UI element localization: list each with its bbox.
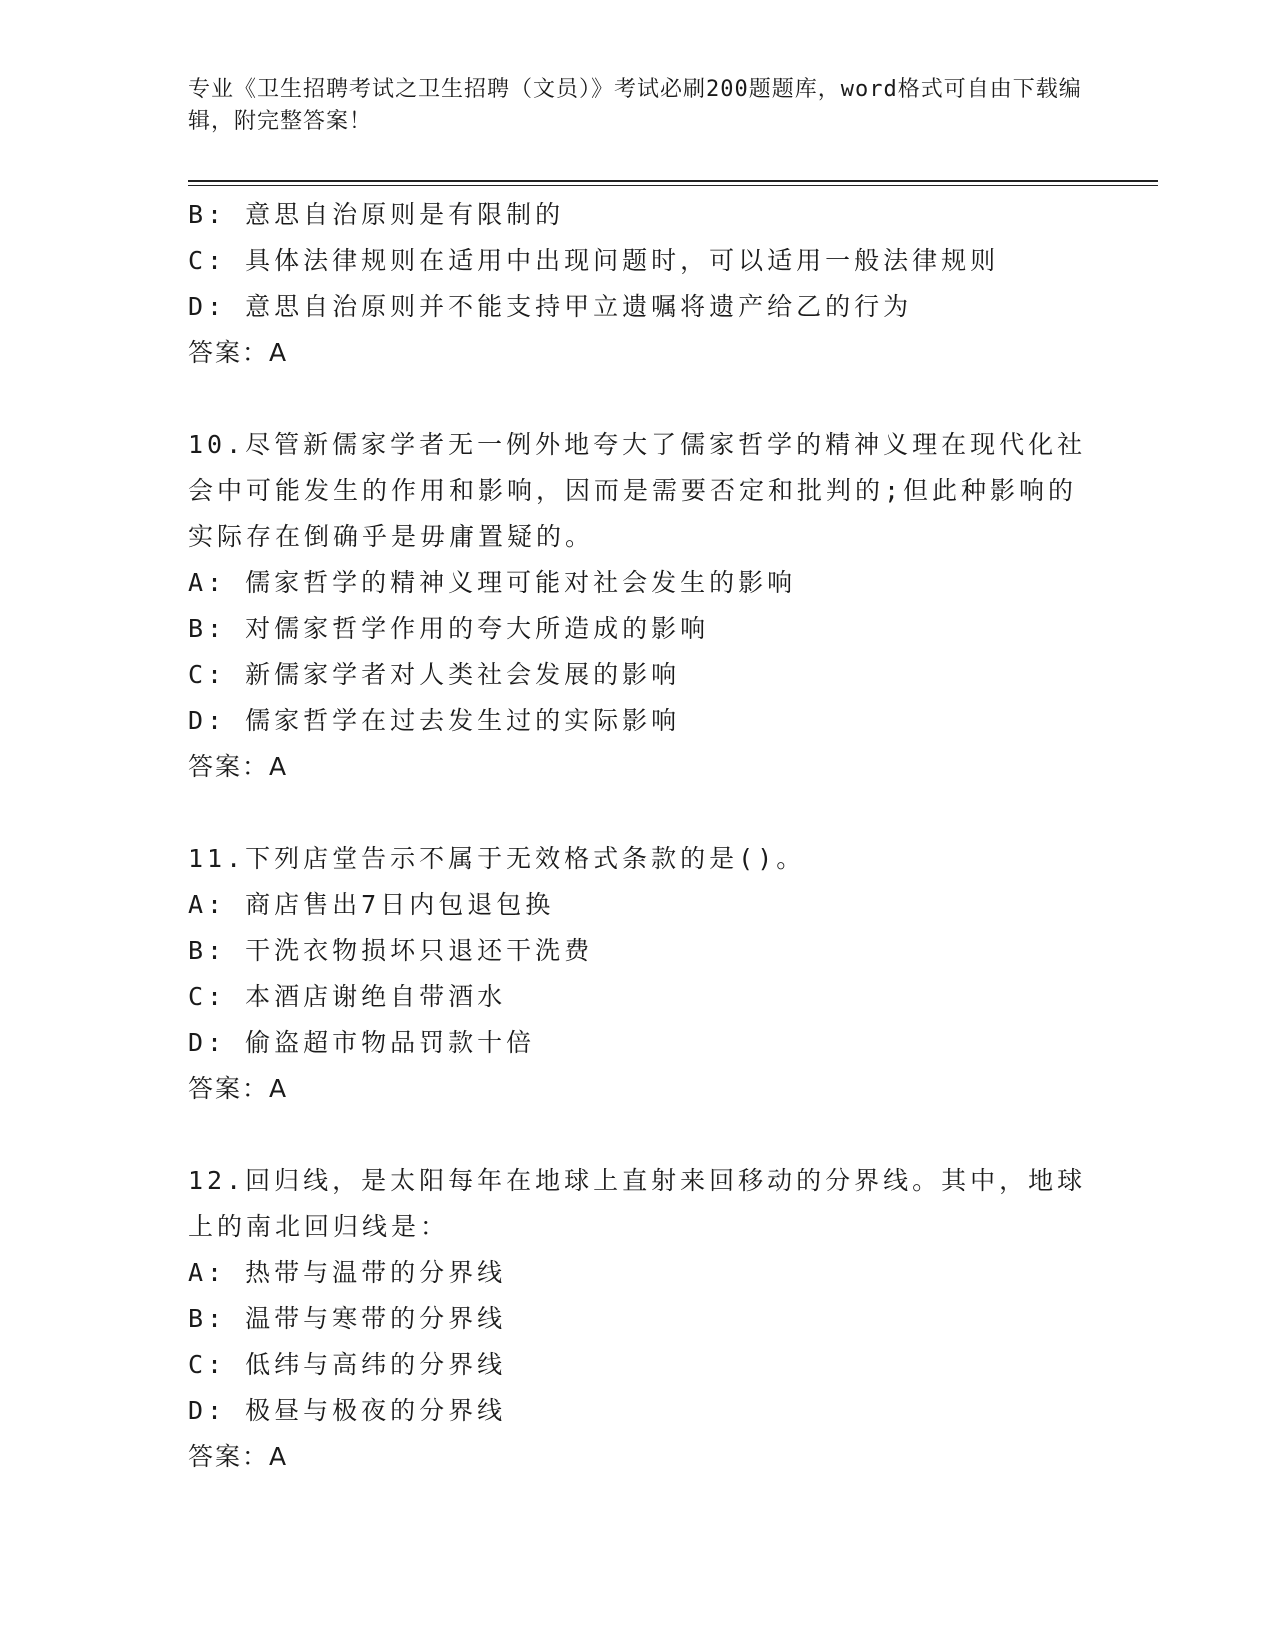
option-d: D: 意思自治原则并不能支持甲立遗嘱将遗产给乙的行为 (188, 292, 913, 321)
question-block-12 (188, 1158, 1088, 1480)
spacer (188, 790, 1088, 836)
option-b: B: 意思自治原则是有限制的 (188, 200, 565, 229)
question-text: 11.下列店堂告示不属于无效格式条款的是()。 (188, 844, 806, 873)
question-text: 12.回归线，是太阳每年在地球上直射来回移动的分界线。其中，地球上的南北回归线是： (188, 1166, 1087, 1241)
question-block-10 (188, 422, 1088, 790)
option-a: A: 热带与温带的分界线 (188, 1258, 507, 1287)
option-d: D: 偷盗超市物品罚款十倍 (188, 1028, 536, 1057)
option-c: C: 本酒店谢绝自带酒水 (188, 982, 507, 1011)
option-d: D: 极昼与极夜的分界线 (188, 1396, 507, 1425)
question-text: 10.尽管新儒家学者无一例外地夸大了儒家哲学的精神义理在现代化社会中可能发生的作用和影响，因而是需要否定和批判的;但此种影响的实际存在倒确乎是毋庸置疑的。 (188, 430, 1087, 551)
answer-line: 答案：A (188, 338, 289, 367)
option-c: C: 具体法律规则在适用中出现问题时，可以适用一般法律规则 (188, 246, 1000, 275)
document-header: 专业《卫生招聘考试之卫生招聘（文员）》考试必刷200题题库，word格式可自由下载编辑，附完整答案！ (188, 77, 1082, 134)
answer-line: 答案：A (188, 1074, 289, 1103)
question-fragment (188, 192, 1088, 376)
option-b: B: 温带与寒带的分界线 (188, 1304, 507, 1333)
answer-line: 答案：A (188, 1442, 289, 1471)
option-b: B: 对儒家哲学作用的夸大所造成的影响 (188, 614, 710, 643)
answer-line: 答案：A (188, 752, 289, 781)
option-a: A: 商店售出7日内包退包换 (188, 890, 555, 919)
spacer (188, 1112, 1088, 1158)
spacer (188, 376, 1088, 422)
header-divider-thin (188, 185, 1158, 186)
option-d: D: 儒家哲学在过去发生过的实际影响 (188, 706, 681, 735)
option-c: C: 新儒家学者对人类社会发展的影响 (188, 660, 681, 689)
option-c: C: 低纬与高纬的分界线 (188, 1350, 507, 1379)
question-block-11 (188, 836, 1088, 1112)
option-a: A: 儒家哲学的精神义理可能对社会发生的影响 (188, 568, 797, 597)
option-b: B: 干洗衣物损坏只退还干洗费 (188, 936, 594, 965)
header-divider (188, 180, 1158, 182)
document-body (188, 192, 1088, 1480)
